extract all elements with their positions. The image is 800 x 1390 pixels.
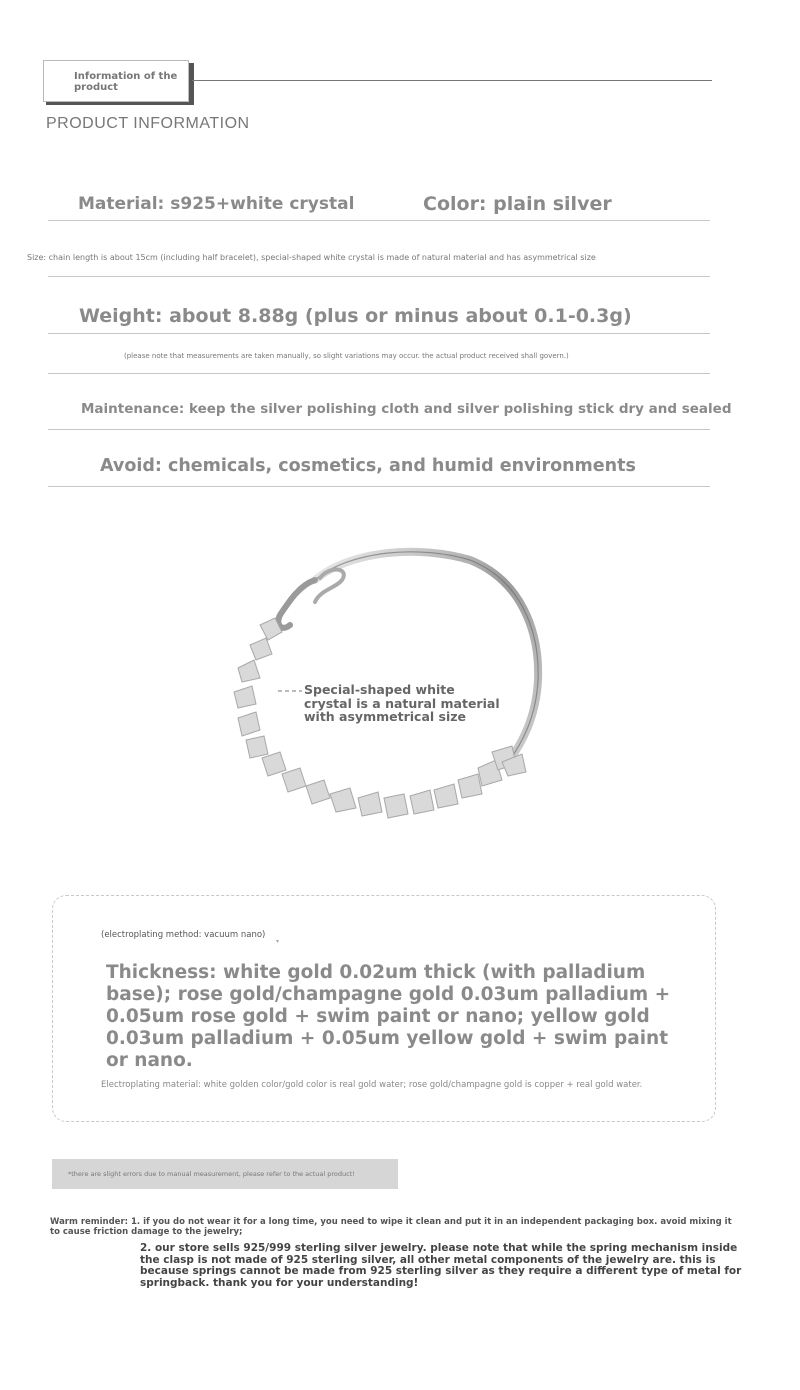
reminder-item-2: 2. our store sells 925/999 sterling silver jewelry. please note that while the spring mechanism inside the clasp is not made of 925 sterling silver, all other metal components of the jewelry are. this is because springs cannot be made from 925 sterling silver as they require a different type of metal for springback. thank you for your understanding! [140,1242,742,1289]
header-tab-label: Information of the product [74,71,178,93]
spec-weight: Weight: about 8.88g (plus or minus about 0.1-0.3g) [79,305,632,327]
divider [48,276,710,277]
spec-avoid: Avoid: chemicals, cosmetics, and humid environments [100,456,636,476]
spec-size: Size: chain length is about 15cm (including half bracelet), special-shaped white crystal is made of natural material and has asymmetrical size [27,253,596,262]
section-subtitle: PRODUCT INFORMATION [46,115,250,132]
divider [48,220,710,221]
plating-method: (electroplating method: vacuum nano) [101,930,266,940]
decorative-mark-icon: ▾ [276,938,280,945]
error-notice-text: *there are slight errors due to manual measurement, please refer to the actual product! [68,1170,355,1178]
divider [48,373,710,374]
plating-thickness: Thickness: white gold 0.02um thick (with palladium base); rose gold/champagne gold 0.03um palladium + 0.05um rose gold + swim paint or nano; yellow gold 0.03um palladium + 0.05um yellow gold + swim paint or nano. [106,962,671,1071]
crystal-callout: Special-shaped white crystal is a natural material with asymmetrical size [304,682,500,724]
plating-material: Electroplating material: white golden color/gold color is real gold water; rose gold/champagne gold is copper + real gold water. [101,1080,643,1090]
spec-maintenance: Maintenance: keep the silver polishing cloth and silver polishing stick dry and sealed [81,401,732,417]
divider [48,429,710,430]
divider [48,486,710,487]
reminder-item-1: Warm reminder: 1. if you do not wear it for a long time, you need to wipe it clean and put it in an independent packaging box. avoid mixing it to cause friction damage to the jewelry; [50,1217,732,1237]
spec-color: Color: plain silver [423,193,612,215]
header-divider [192,80,712,81]
measurement-note: (please note that measurements are taken manually, so slight variations may occur. the actual product received shall govern.) [124,352,569,360]
spec-material: Material: s925+white crystal [78,194,355,214]
divider [48,333,710,334]
